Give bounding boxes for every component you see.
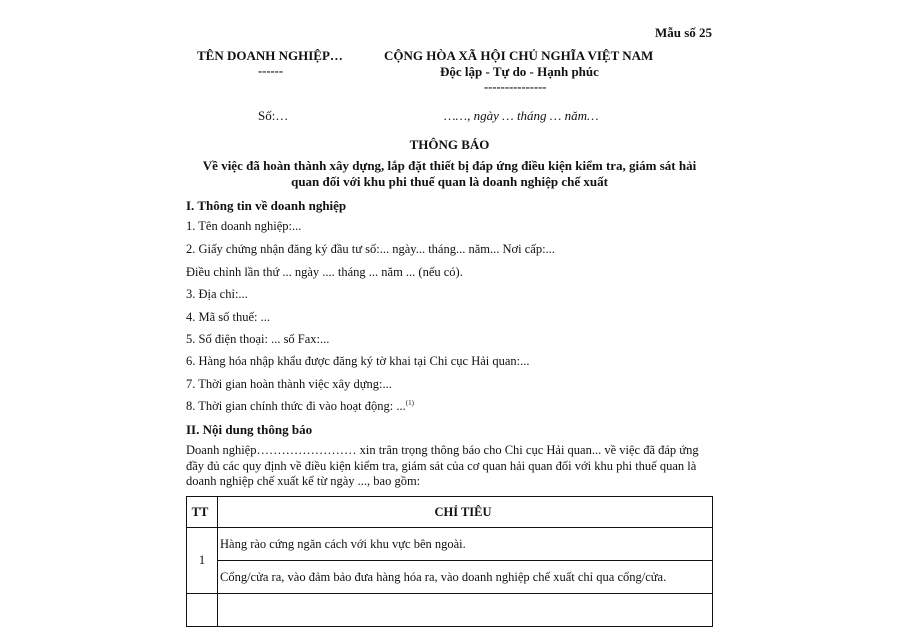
field-phone-fax: 5. Số điện thoại: ... số Fax:... (186, 332, 330, 346)
date-line: ……, ngày … tháng … năm… (444, 108, 599, 123)
field-customs-office: 6. Hàng hóa nhập khẩu được đăng ký tờ khai tại Chi cục Hải quan:... (186, 354, 530, 368)
criteria-cell: Cổng/cửa ra, vào đảm bảo đưa hàng hóa ra, vào doanh nghiệp chế xuất chỉ qua cổng/cửa. (218, 561, 713, 594)
notice-subtitle-line1: Về việc đã hoàn thành xây dựng, lắp đặt thiết bị đáp ứng điều kiện kiểm tra, giám sát hải (202, 158, 697, 173)
motto-dash: --------------- (484, 80, 547, 94)
table-row (187, 594, 713, 627)
republic-title: CỘNG HÒA XÃ HỘI CHỦ NGHĨA VIỆT NAM (384, 48, 654, 63)
table-header-row (187, 497, 713, 528)
field-investment-certificate: 2. Giấy chứng nhận đăng ký đầu tư số:... ngày... tháng... năm... Nơi cấp:... (186, 242, 555, 256)
criteria-cell (218, 594, 713, 627)
notice-subtitle-line2: quan đối với khu phi thuế quan là doanh nghiệp chế xuất (291, 174, 608, 189)
footnote-marker: (1) (405, 399, 414, 407)
column-header-tt: TT (187, 497, 218, 528)
column-header-criteria: CHỈ TIÊU (218, 497, 713, 528)
document-number: Số:… (258, 108, 289, 123)
form-number: Mẫu số 25 (655, 25, 713, 40)
table-row (187, 528, 713, 561)
notice-paragraph: Doanh nghiệp…………………… xin trân trọng thông báo cho Chi cục Hải quan... về việc đã đáp ứng đầy đủ các quy định về điều kiện kiểm tra, giám sát của cơ quan hải quan đối với khu phi thuế quan là doanh nghiệp chế xuất kể từ ngày ..., bao gồm: (186, 443, 699, 488)
field-completion-time: 7. Thời gian hoàn thành việc xây dựng:... (186, 377, 392, 391)
section-1-heading: I. Thông tin về doanh nghiệp (186, 198, 347, 213)
field-adjustment: Điều chỉnh lần thứ ... ngày .... tháng ... năm ... (nếu có). (186, 265, 463, 279)
row-number (187, 594, 218, 627)
criteria-cell: Hàng rào cứng ngăn cách với khu vực bên ngoài. (218, 528, 713, 561)
table-row (187, 561, 713, 594)
field-operation-time (186, 399, 414, 414)
field-operation-time-text: 8. Thời gian chính thức đi vào hoạt động: ... (186, 399, 406, 414)
company-dash: ------ (258, 64, 283, 78)
notice-title: THÔNG BÁO (409, 137, 490, 152)
motto: Độc lập - Tự do - Hạnh phúc (440, 64, 599, 79)
section-2-heading: II. Nội dung thông báo (186, 422, 313, 437)
field-company-name: 1. Tên doanh nghiệp:... (186, 219, 302, 233)
criteria-table (186, 496, 713, 627)
field-tax-code: 4. Mã số thuế: ... (186, 310, 271, 324)
row-number: 1 (187, 528, 218, 594)
company-name: TÊN DOANH NGHIỆP… (197, 48, 343, 63)
field-address: 3. Địa chỉ:... (186, 287, 248, 301)
